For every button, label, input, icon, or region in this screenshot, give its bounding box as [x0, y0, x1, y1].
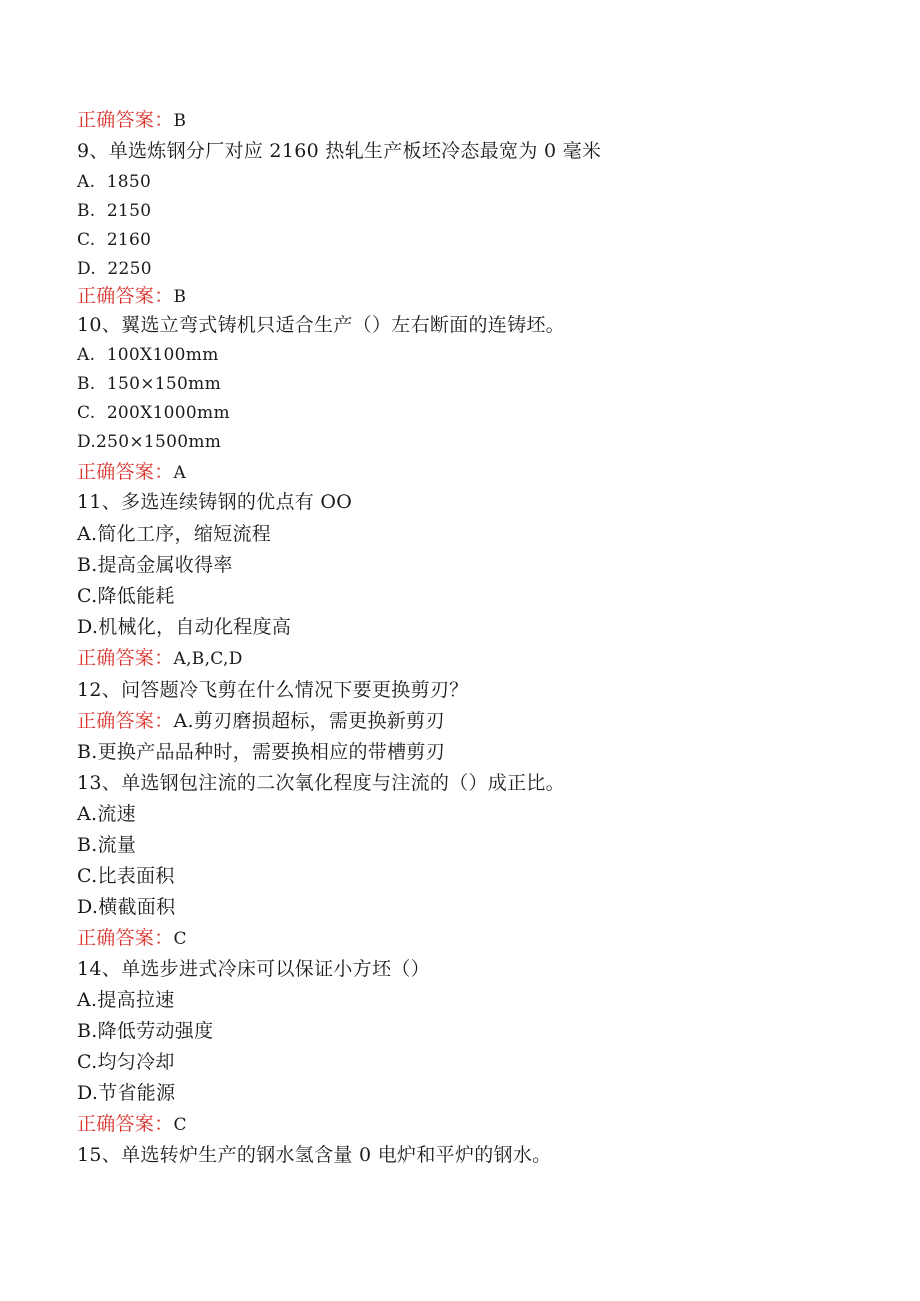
option-c: C.降低能耗: [77, 585, 175, 607]
answer-line: [77, 709, 445, 733]
option-b: B.提高金属收得率: [77, 554, 233, 576]
option-a: A.简化工序，缩短流程: [77, 523, 272, 545]
option-c: C. 2160: [77, 230, 152, 250]
answer-value: B: [173, 111, 187, 131]
option-a: A. 1850: [77, 172, 152, 192]
question-text: 12、问答题冷飞剪在什么情况下要更换剪刃？: [77, 679, 469, 701]
answer-line: [77, 108, 186, 133]
answer-value: A: [173, 463, 187, 483]
question-text: 9、单选炼钢分厂对应 2160 热轧生产板坯冷态最宽为 0 毫米: [77, 140, 602, 162]
option-d: D. 2250: [77, 259, 152, 279]
answer-line: [77, 926, 187, 951]
option-a: A.流速: [77, 803, 136, 825]
question-text: 11、多选连续铸钢的优点有 OO: [77, 491, 353, 513]
option-d: D.机械化，自动化程度高: [77, 616, 292, 638]
option-d: D.横截面积: [77, 896, 176, 918]
question-text: 14、单选步进式冷床可以保证小方坯（）: [77, 958, 430, 980]
answer-label: 正确答案：: [77, 285, 174, 307]
answer-label: 正确答案：: [77, 647, 174, 669]
answer-line: [77, 646, 243, 671]
question-text: 10、翼选立弯式铸机只适合生产（）左右断面的连铸坯。: [77, 314, 565, 336]
option-c: C.均匀冷却: [77, 1051, 175, 1073]
option-c: C. 200X1000mm: [77, 403, 230, 423]
answer-label: 正确答案：: [77, 109, 174, 131]
answer-line: [77, 460, 186, 485]
option-d: D.节省能源: [77, 1082, 176, 1104]
answer-value: C: [173, 1115, 187, 1135]
answer-value: C: [173, 929, 187, 949]
answer-value: B: [173, 287, 187, 307]
answer-value: A.剪刃磨损超标，需更换新剪刃: [173, 710, 445, 732]
answer-label: 正确答案：: [77, 710, 174, 732]
answer-label: 正确答案：: [77, 1113, 174, 1135]
answer-value: A,B,C,D: [173, 649, 243, 669]
option-a: A.提高拉速: [77, 989, 175, 1011]
answer-continuation: B.更换产品品种时，需要换相应的带槽剪刃: [77, 741, 446, 763]
option-b: B.降低劳动强度: [77, 1020, 214, 1042]
question-text: 15、单选转炉生产的钢水氢含量 0 电炉和平炉的钢水。: [77, 1144, 552, 1166]
answer-label: 正确答案：: [77, 461, 174, 483]
option-b: B.流量: [77, 834, 137, 856]
answer-line: [77, 284, 186, 309]
option-d: D.250×1500mm: [77, 432, 222, 452]
answer-label: 正确答案：: [77, 927, 174, 949]
option-b: B. 150×150mm: [77, 374, 221, 394]
option-c: C.比表面积: [77, 865, 175, 887]
option-a: A. 100X100mm: [77, 345, 219, 365]
question-text: 13、单选钢包注流的二次氧化程度与注流的（）成正比。: [77, 772, 565, 794]
option-b: B. 2150: [77, 201, 152, 221]
answer-line: [77, 1112, 187, 1137]
